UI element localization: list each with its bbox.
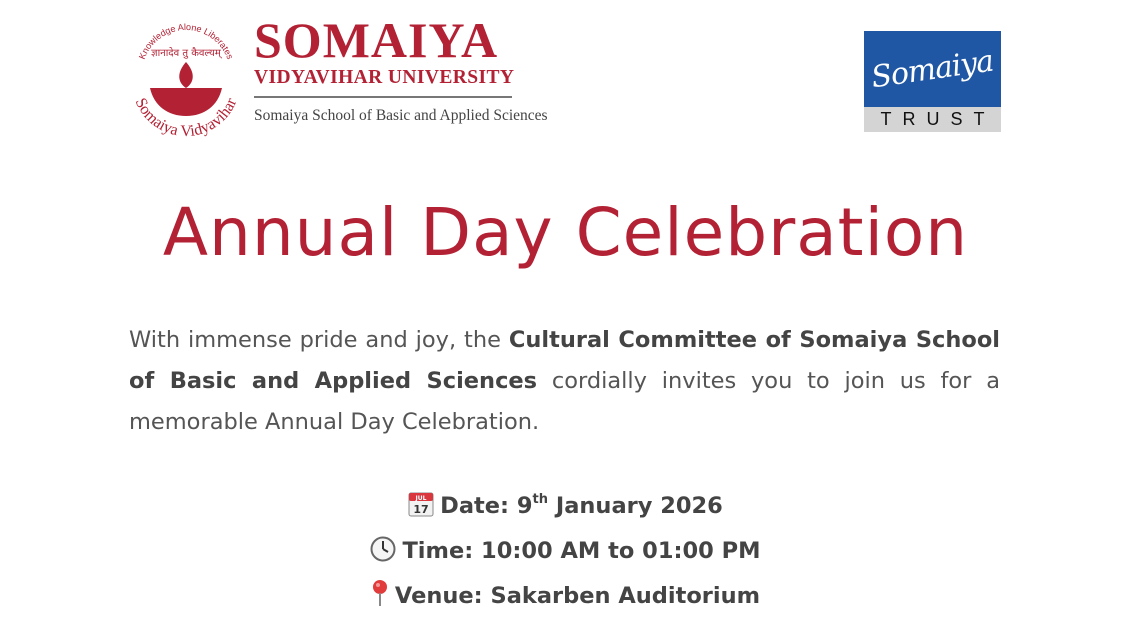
invitation-paragraph	[129, 320, 1000, 443]
event-title: Annual Day Celebration	[162, 194, 969, 271]
intro-lead: With immense pride and joy, the	[129, 327, 509, 353]
clock-icon	[370, 535, 396, 576]
calendar-icon	[408, 490, 434, 531]
emblem-motto-bottom: Somaiya Vidyavihar	[131, 95, 241, 138]
emblem-motto-devanagari: ज्ञानादेव तु कैवल्यम्	[151, 48, 221, 59]
trust-logo-panel	[864, 31, 1001, 107]
intro-rest: cordially invites you to join us for a memorable Annual Day Celebration.	[129, 368, 1000, 435]
date-prefix: Date: 9	[440, 493, 533, 519]
date-ordinal: th	[532, 491, 549, 507]
location-pin-icon	[371, 579, 389, 621]
venue-text: Venue: Sakarben Auditorium	[394, 583, 761, 609]
emblem-motto-top: Knowledge Alone Liberates	[136, 21, 236, 61]
event-date	[0, 486, 1131, 531]
university-name: VIDYAVIHAR UNIVERSITY	[254, 67, 515, 88]
trust-logo-script: Somaiya	[869, 43, 996, 95]
event-time	[0, 531, 1131, 576]
university-brand	[254, 14, 548, 125]
event-details	[0, 486, 1131, 621]
organizer-name: Cultural Committee of Somaiya School of Basic and Applied Sciences	[129, 327, 1001, 394]
school-name: Somaiya School of Basic and Applied Sciences	[254, 106, 548, 124]
calendar-icon-day: 17	[413, 503, 429, 516]
somaiya-trust-logo	[864, 31, 1001, 132]
time-text: Time: 10:00 AM to 01:00 PM	[402, 538, 761, 564]
brand-divider	[254, 96, 512, 98]
event-venue	[0, 576, 1131, 621]
calendar-icon-month: JUL	[415, 495, 427, 502]
date-suffix: January 2026	[548, 493, 723, 519]
brand-name: SOMAIYA	[254, 12, 499, 68]
somaiya-vidyavihar-emblem	[126, 16, 246, 138]
trust-logo-label: TRUST	[864, 107, 1001, 132]
